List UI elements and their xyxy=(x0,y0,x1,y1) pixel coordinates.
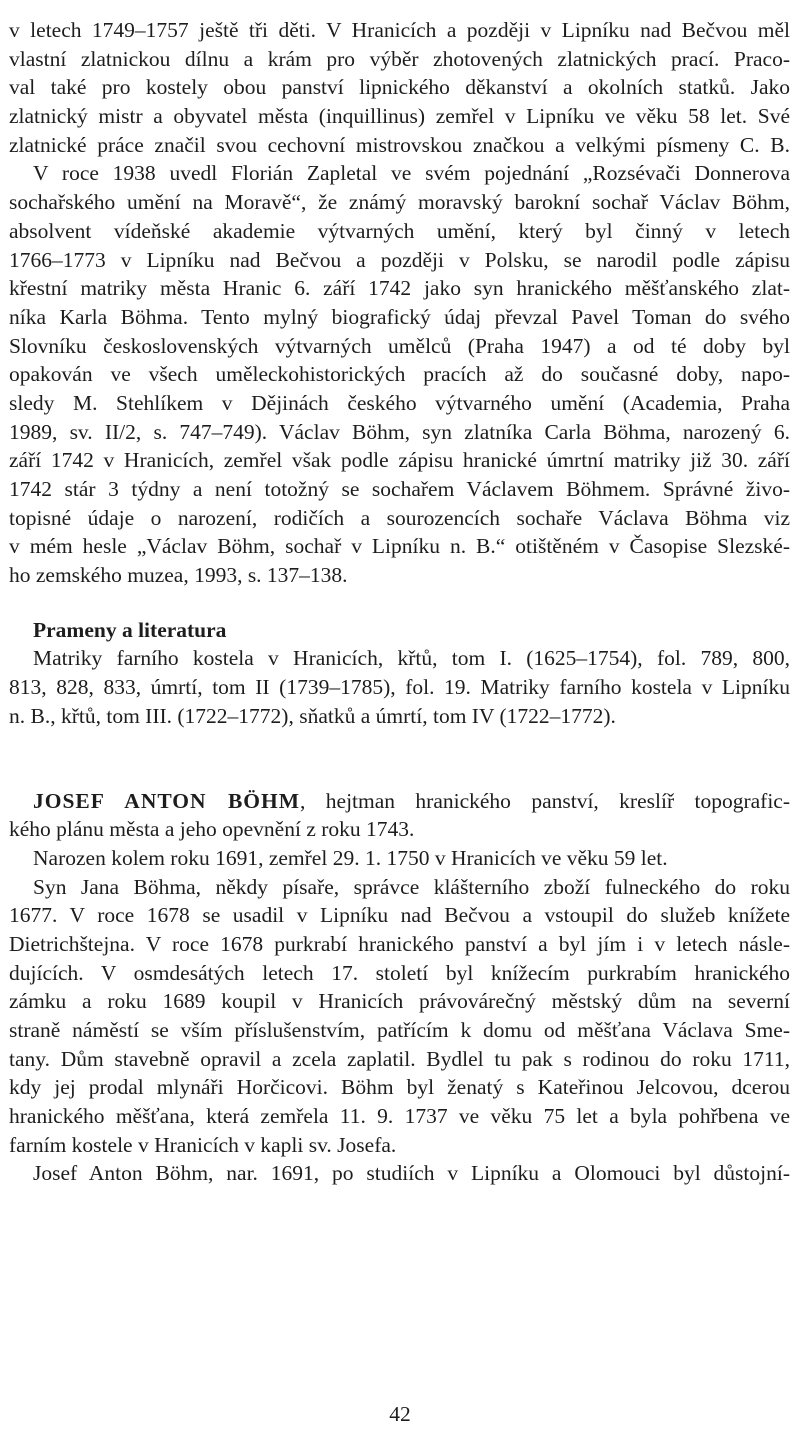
text-line: kdy jej prodal mlynáři Horčicovi. Böhm byl ženatý s Kateřinou Jelcovou, dcerou xyxy=(9,1075,790,1100)
entry-title-line xyxy=(9,787,790,816)
text-line: 1677. V roce 1678 se usadil v Lipníku nad Bečvou a vstoupil do služeb knížete xyxy=(9,903,790,928)
text-line: 813, 828, 833, úmrtí, tom II (1739–1785), fol. 19. Matriky farního kostela v Lipníku xyxy=(9,675,790,700)
text-line: sledy M. Stehlíkem v Dějinách českého výtvarného umění (Academia, Praha xyxy=(9,390,790,415)
spacer xyxy=(9,590,790,616)
entry-person-name: JOSEF ANTON BÖHM xyxy=(33,788,301,813)
text-line: hranického měšťana, která zemřela 11. 9. 1737 ve věku 75 let a byla pohřbena ve xyxy=(9,1104,790,1129)
text-line: Matriky farního kostela v Hranicích, křtů, tom I. (1625–1754), fol. 789, 800, xyxy=(33,646,790,671)
entry-title-rest: , hejtman hranického panství, kreslíř topografic- xyxy=(300,788,791,813)
text-line: straně náměstí se vším příslušenstvím, patřícím k domu od měšťana Václava Sme- xyxy=(9,1018,790,1042)
text-line: absolvent vídeňské akademie výtvarných umění, který byl činný v letech xyxy=(9,218,790,243)
spacer xyxy=(9,731,790,787)
text-line: n. B., křtů, tom III. (1722–1772), sňatků a úmrtí, tom IV (1722–1772). xyxy=(9,703,616,728)
paragraph-1 xyxy=(9,16,790,159)
text-line: 1742 stár 3 týdny a není totožný se sochařem Václavem Böhmem. Správné živo- xyxy=(9,477,790,501)
text-line: opakován ve všech uměleckohistorických pracích až do současné doby, napo- xyxy=(9,362,790,387)
text-line: tany. Dům stavebně opravil a zcela zaplatil. Bydlel tu pak s rodinou do roku 1711, xyxy=(9,1046,790,1071)
text-line: Josef Anton Böhm, nar. 1691, po studiích v Lipníku a Olomouci byl důstojní- xyxy=(33,1161,790,1186)
text-line: níka Karla Böhma. Tento mylný biografický údaj převzal Pavel Toman do svého xyxy=(9,304,790,329)
text-line: sochařského umění na Moravě“, že známý moravský barokní sochař Václav Böhm, xyxy=(9,190,790,215)
page-number: 42 xyxy=(389,1402,411,1426)
text-line: val také pro kostely obou panství lipnického děkanství a okolních statků. Jako xyxy=(9,75,790,100)
text-line: křestní matriky města Hranic 6. září 1742 jako syn hranického měšťanského zlat- xyxy=(9,276,790,301)
text-line: 1989, sv. II/2, s. 747–749). Václav Böhm, syn zlatníka Carla Böhma, narozený 6. xyxy=(9,419,790,444)
paragraph-2 xyxy=(9,159,790,589)
text-line: ho zemského muzea, 1993, s. 137–138. xyxy=(9,563,348,588)
text-line: vlastní zlatnickou dílnu a krám pro výběr zhotovených zlatnických prací. Praco- xyxy=(9,46,790,71)
biography-entry xyxy=(9,787,790,1189)
text-line: farním kostele v Hranicích v kapli sv. Josefa. xyxy=(9,1132,397,1157)
text-line: Narozen kolem roku 1691, zemřel 29. 1. 1750 v Hranicích ve věku 59 let. xyxy=(33,845,668,870)
page-body xyxy=(9,16,790,1188)
sources-section xyxy=(9,616,790,731)
text-line: 1766–1773 v Lipníku nad Bečvou a později v Polsku, se narodil podle zápisu xyxy=(9,247,790,272)
text-line: V roce 1938 uvedl Florián Zapletal ve svém pojednání „Rozsévači Donnerova xyxy=(33,161,790,186)
text-line: Slovníku československých výtvarných umělců (Praha 1947) a od té doby byl xyxy=(9,333,790,358)
text-line: Syn Jana Böhma, někdy písaře, správce klášterního zboží fulneckého do roku xyxy=(33,874,790,899)
text-line: kého plánu města a jeho opevnění z roku 1743. xyxy=(9,817,415,842)
text-line: Dietrichštejna. V roce 1678 purkrabí hranického panství a byl jím i v letech násle- xyxy=(9,931,790,956)
text-line: dujících. V osmdesátých letech 17. století byl knížecím purkrabím hranického xyxy=(9,960,790,985)
sources-heading: Prameny a literatura xyxy=(33,617,227,642)
text-line: topisné údaje o narození, rodičích a sourozencích sochaře Václava Böhma viz xyxy=(9,505,790,530)
text-line: září 1742 v Hranicích, zemřel však podle zápisu hranické úmrtní matriky již 30. září xyxy=(9,448,790,473)
text-line: zlatnický mistr a obyvatel města (inquillinus) zemřel v Lipníku ve věku 58 let. Své xyxy=(9,104,790,129)
text-line: zámku a roku 1689 koupil v Hranicích právovárečný městský dům na severní xyxy=(9,989,790,1014)
text-line: v letech 1749–1757 ještě tři děti. V Hranicích a později v Lipníku nad Bečvou měl xyxy=(9,18,790,42)
text-line: v mém hesle „Václav Böhm, sochař v Lipníku n. B.“ otištěném v Časopise Slezské- xyxy=(9,534,790,559)
text-line: zlatnické práce značil svou cechovní mistrovskou značkou a velkými písmeny C. B. xyxy=(9,132,790,157)
